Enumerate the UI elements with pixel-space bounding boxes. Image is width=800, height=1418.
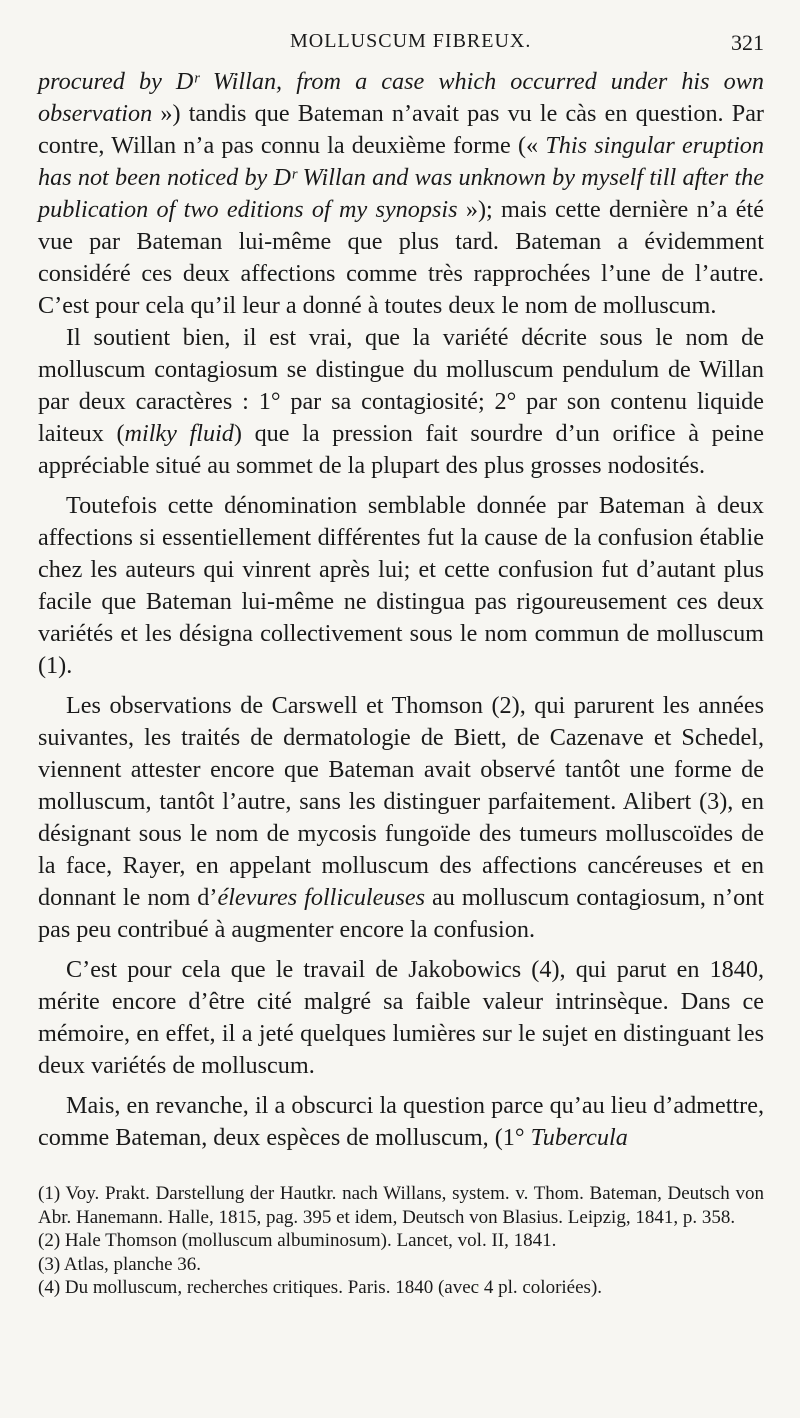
running-title: MOLLUSCUM FIBREUX. [290, 30, 532, 52]
paragraph: Toutefois cette dénomination semblable donnée par Bateman à deux affections si essentiellement différentes fut la cause de la confusion établie chez les auteurs qui vinrent après lui; et cette confusion fut d’autant plus facile que Bateman lui-même ne distingua pas rigoureusement ces deux variétés et les désigna collectivement sous le nom commun de molluscum (1). [38, 492, 764, 679]
english-quote: procured by Dʳ Willan, from a case which occurred under his own observation [38, 68, 764, 127]
paragraph [38, 1090, 764, 1154]
paragraph: C’est pour cela que le travail de Jakobowics (4), qui parut en 1840, mérite encore d’être cité malgré sa faible valeur intrinsèque. Dans ce mémoire, en effet, il a jeté quelques lumières sur le sujet en distinguant les deux variétés de molluscum. [38, 956, 764, 1079]
english-quote: This singular eruption has not been noticed by Dʳ Willan and was unknown by myself till after the publication of two editions of my synopsis [38, 132, 764, 223]
main-text [38, 66, 764, 1162]
paragraph-text: Mais, en revanche, il a obscurci la question parce qu’au lieu d’admettre, comme Bateman, deux espèces de molluscum, (1° [38, 1092, 764, 1151]
paragraph-text: Les observations de Carswell et Thomson (2), qui parurent les années suivantes, les traités de dermatologie de Biett, de Cazenave et Schedel, viennent attester encore que Bateman avait observé tantôt une forme de molluscum, tantôt l’autre, sans les distinguer parfaitement. Alibert (3), en désignant sous le nom de mycosis fungoïde des tumeurs molluscoïdes de la face, Rayer, en appelant molluscum des affections cancéreuses et en donnant le nom d’ [38, 692, 764, 911]
page-number: 321 [731, 30, 764, 55]
footnote: (3) Atlas, planche 36. [38, 1253, 202, 1275]
paragraph-text: ) que la pression fait sourdre d’un orifice à peine appréciable situé au sommet de la plupart des plus grosses nodosités. [38, 420, 765, 479]
footnote: (2) Hale Thomson (molluscum albuminosum). Lancet, vol. II, 1841. [38, 1230, 557, 1251]
paragraph-continued [38, 66, 764, 322]
italic-term: Tubercula [530, 1124, 628, 1151]
footnote: (4) Du molluscum, recherches critiques. Paris. 1840 (avec 4 pl. coloriées). [38, 1277, 603, 1298]
footnotes [38, 1182, 764, 1300]
paragraph [38, 690, 764, 946]
paragraph [38, 322, 764, 482]
paragraph-text: »); mais cette dernière n’a été vue par Bateman lui-même que plus tard. Bateman a évidemment considéré ces deux affections comme très rapprochées l’une de l’autre. C’est pour cela qu’il leur a donné à toutes deux le nom de molluscum. [38, 196, 764, 319]
page-header [38, 30, 764, 60]
italic-term: milky fluid [124, 420, 234, 447]
paragraph-text: au molluscum contagiosum, n’ont pas peu contribué à augmenter encore la confusion. [38, 884, 764, 943]
italic-term: élevures folliculeuses [217, 884, 426, 911]
paragraph-text: Il soutient bien, il est vrai, que la variété décrite sous le nom de molluscum contagiosum se distingue du molluscum pendulum de Willan par deux caractères : 1° par sa contagiosité; 2° par son contenu liquide laiteux ( [38, 324, 764, 447]
paragraph-text: ») tandis que Bateman n’avait pas vu le càs en question. Par contre, Willan n’a pas connu la deuxième forme (« [38, 100, 764, 159]
footnote: (1) Voy. Prakt. Darstellung der Hautkr. nach Willans, system. v. Thom. Bateman, Deutsch von Abr. Hanemann. Halle, 1815, pag. 395 et idem, Deutsch von Blasius. Leipzig, 1841, p. 358. [38, 1183, 764, 1228]
